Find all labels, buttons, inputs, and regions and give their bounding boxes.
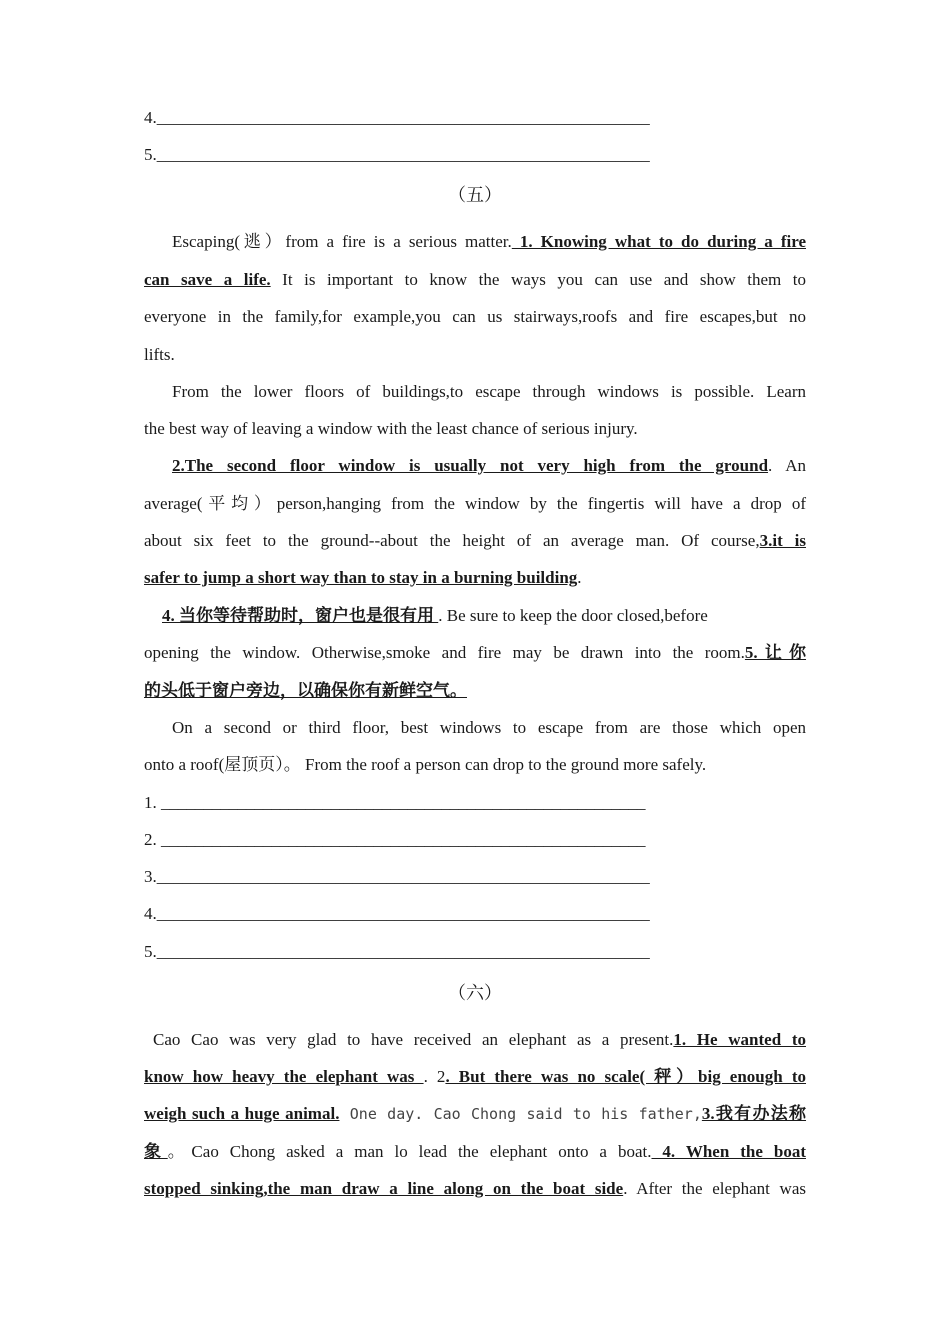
answer-line-1: 1. _________________________________________________________ (144, 793, 646, 812)
s5-line: From the lower floors of buildings,to escape through windows is possible. Learn (172, 382, 806, 401)
s6-line: 象。Cao Chong asked a man lo lead the elephant onto a boat. 4. When the boat (144, 1142, 806, 1161)
s5-line: the best way of leaving a window with the least chance of serious injury. (144, 419, 638, 438)
s5-line: can save a life. It is important to know the ways you can use and show them to (144, 270, 806, 289)
s5-line: On a second or third floor, best windows to escape from are those which open (172, 718, 806, 737)
s6-line: know how heavy the elephant was . 2. But there was no scale( 秤）big enough to (144, 1067, 807, 1086)
s5-line: lifts. (144, 345, 175, 364)
s5-line: average(平均）person,hanging from the window by the fingertis will have a drop of (144, 494, 806, 513)
s6-line: Cao Cao was very glad to have received an elephant as a present.1. He wanted to (153, 1030, 806, 1049)
s5-line: 2.The second floor window is usually not very high from the ground. An (172, 456, 806, 475)
answer-line-4: 4.__________________________________________________________ (144, 904, 650, 923)
s5-line: about six feet to the ground--about the height of an average man. Of course,3.it is (144, 531, 806, 550)
answer-line-4-top: 4.__________________________________________________________ (144, 108, 650, 127)
s5-line: safer to jump a short way than to stay in a burning building. (144, 568, 582, 587)
s6-line: weigh such a huge animal. One day. Cao Chong said to his father,3.我有办法称 (144, 1104, 807, 1123)
section-5-heading: （五） (448, 185, 502, 205)
answer-line-5: 5.__________________________________________________________ (144, 942, 650, 961)
s5-line: onto a roof(屋顶页）。 From the roof a person can drop to the ground more safely. (144, 755, 707, 774)
answer-line-5-top: 5.__________________________________________________________ (144, 145, 650, 164)
s5-line: 4. 当你等待帮助时，窗户也是很有用 . Be sure to keep the door closed,before (162, 606, 708, 625)
s6-line: stopped sinking,the man draw a line along on the boat side. After the elephant was (144, 1179, 806, 1198)
answer-line-3: 3.__________________________________________________________ (144, 867, 650, 886)
answer-line-2: 2. _________________________________________________________ (144, 830, 646, 849)
s5-line: everyone in the family,for example,you can us stairways,roofs and fire escapes,but no (144, 307, 806, 326)
s5-line: 的头低于窗户旁边，以确保你有新鲜空气。 (144, 681, 467, 700)
s5-line: opening the window. Otherwise,smoke and fire may be drawn into the room.5.让你 (144, 643, 807, 662)
section-6-heading: （六） (448, 983, 502, 1003)
s5-line: Escaping(逃）from a fire is a serious matter. 1. Knowing what to do during a fire (172, 232, 806, 251)
